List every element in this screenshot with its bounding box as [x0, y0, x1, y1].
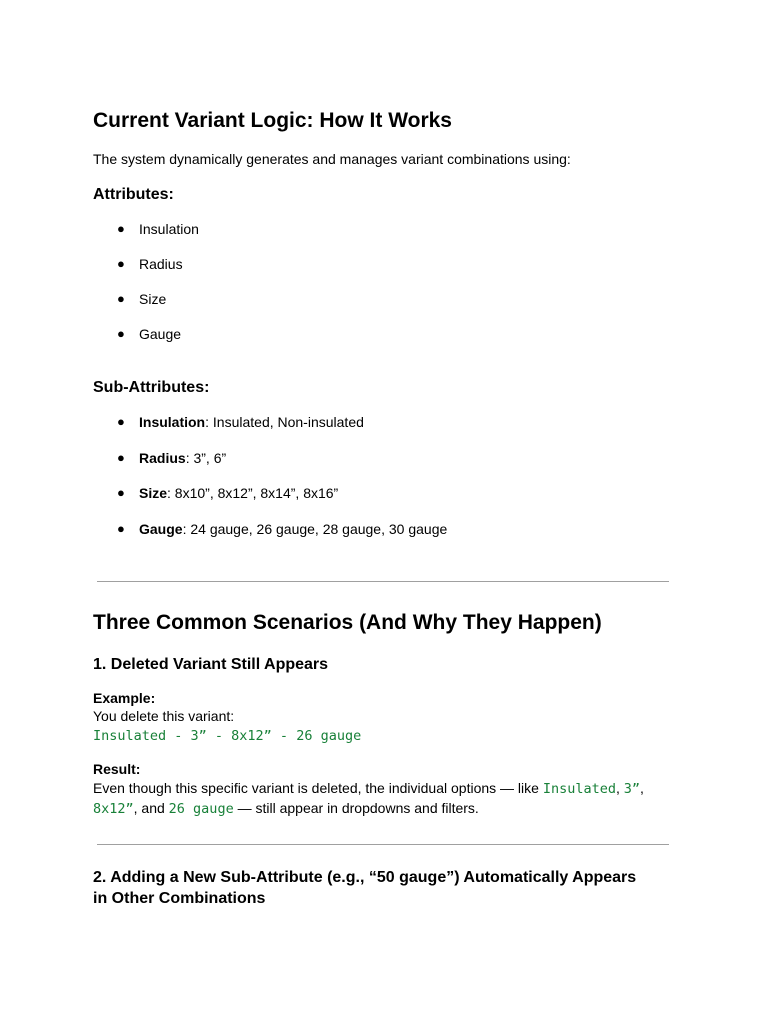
result-text: , and: [133, 800, 169, 816]
scenario-2-heading-line2: in Other Combinations: [93, 890, 266, 907]
bullet-icon: ●: [117, 414, 125, 429]
sub-attribute-values: : Insulated, Non-insulated: [205, 414, 364, 430]
section-title-variant-logic: Current Variant Logic: How It Works: [93, 109, 452, 132]
inline-code: 26 gauge: [168, 801, 234, 817]
result-text: ,: [615, 780, 624, 796]
sub-attribute-name: Radius: [139, 450, 186, 466]
attributes-heading: Attributes:: [93, 186, 174, 203]
scenario-2-heading-line1: 2. Adding a New Sub-Attribute (e.g., “50 gauge”) Automatically Appears: [93, 869, 637, 886]
attribute-label: Gauge: [139, 326, 182, 342]
bullet-icon: ●: [117, 256, 125, 271]
scenario-1-heading: 1. Deleted Variant Still Appears: [93, 656, 329, 673]
example-label: Example:: [93, 690, 156, 706]
sub-attributes-heading: Sub-Attributes:: [93, 379, 210, 396]
sub-attribute-name: Size: [139, 485, 168, 501]
horizontal-divider: [97, 844, 669, 845]
inline-code: 8x12”: [93, 801, 134, 817]
bullet-icon: ●: [117, 326, 125, 341]
result-text: ,: [640, 780, 644, 796]
result-paragraph-line1: [93, 779, 644, 798]
sub-attribute-values: : 24 gauge, 26 gauge, 28 gauge, 30 gauge: [182, 521, 448, 537]
bullet-icon: ●: [117, 291, 125, 306]
horizontal-divider: [97, 581, 669, 582]
bullet-icon: ●: [117, 221, 125, 236]
bullet-icon: ●: [117, 485, 125, 500]
attribute-label: Radius: [139, 256, 183, 272]
sub-attribute-values: : 3”, 6”: [185, 450, 227, 466]
attribute-label: Size: [139, 291, 167, 307]
sub-attribute-name: Insulation: [139, 414, 206, 430]
example-text: You delete this variant:: [93, 708, 235, 724]
sub-attribute-values: : 8x10”, 8x12”, 8x14”, 8x16”: [167, 485, 339, 501]
result-text: — still appear in dropdowns and filters.: [233, 800, 479, 816]
bullet-icon: ●: [117, 521, 125, 536]
example-code: Insulated - 3” - 8x12” - 26 gauge: [93, 728, 362, 744]
result-label: Result:: [93, 761, 141, 777]
result-text: Even though this specific variant is deleted, the individual options — like: [93, 780, 543, 796]
section-title-scenarios: Three Common Scenarios (And Why They Happen): [93, 611, 602, 634]
intro-paragraph: The system dynamically generates and manages variant combinations using:: [93, 151, 571, 167]
inline-code: Insulated: [542, 781, 616, 797]
sub-attribute-name: Gauge: [139, 521, 183, 537]
bullet-icon: ●: [117, 450, 125, 465]
result-paragraph-line2: [93, 799, 479, 818]
inline-code: 3”: [623, 781, 641, 797]
attribute-label: Insulation: [139, 221, 199, 237]
